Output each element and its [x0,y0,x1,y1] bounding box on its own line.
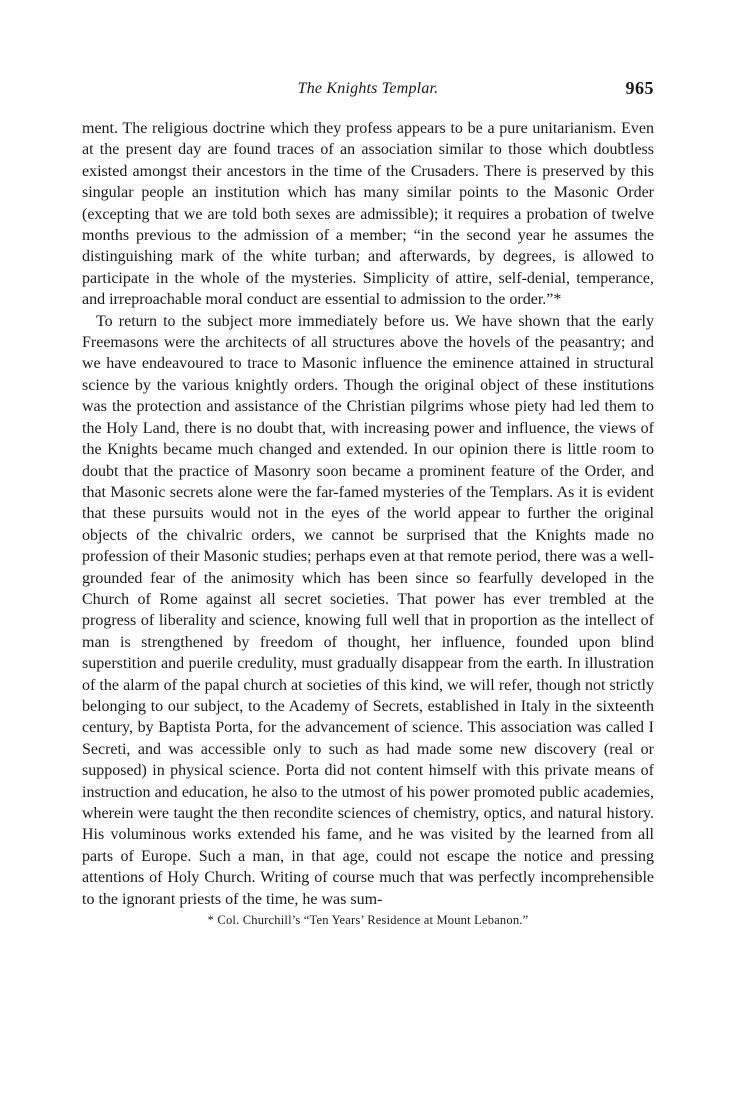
book-page [82,80,654,928]
body-text [82,118,654,910]
footnote: * Col. Churchill’s “Ten Years’ Residence at Mount Lebanon.” [207,913,529,928]
running-head [82,80,654,106]
page-number: 965 [625,78,654,98]
paragraph: To return to the subject more immediately before us. We have shown that the early Freemasons were the architects of all structures above the hovels of the peasantry; and we have endeavoured to trace to Masonic influence the eminence attained in structural science by the various knightly orders. Though the original object of these institutions was the protection and assistance of the Christian pilgrims whose piety had led them to the Holy Land, there is no doubt that, with increasing power and influence, the views of the Knights became much changed and extended. In our opinion there is little room to doubt that the practice of Masonry soon became a prominent feature of the Order, and that Masonic secrets alone were the far-famed mysteries of the Templars. As it is evident that these pursuits would not in the eyes of the world appear to further the original objects of the chivalric orders, we cannot be surprised that the Knights made no profession of their Masonic studies; perhaps even at that remote period, there was a well-grounded fear of the animosity which has been since so fearfully developed in the Church of Rome against all secret societies. That power has ever trembled at the progress of liberality and science, knowing full well that in proportion as the intellect of man is strengthened by freedom of thought, her influence, founded upon blind superstition and puerile credulity, must gradually disappear from the earth. In illustration of the alarm of the papal church at societies of this kind, we will refer, though not strictly belonging to our subject, to the Academy of Secrets, established in Italy in the sixteenth century, by Baptista Porta, for the advancement of science. This association was called I Secreti, and was accessible only to such as had made some new discovery (real or supposed) in physical science. Porta did not content himself with this private means of instruction and education, he also to the utmost of his power promoted public academies, wherein were taught the then recondite sciences of chemistry, optics, and natural history. His voluminous works extended his fame, and he was visited by the learned from all parts of Europe. Such a man, in that age, could not escape the notice and pressing attentions of Holy Church. Writing of course much that was perfectly incomprehensible to the ignorant priests of the time, he was sum- [82,312,654,908]
paragraph-continuation: ment. The religious doctrine which they profess appears to be a pure unitarianism. Even at the present day are found traces of an association similar to those which doubtless existed amongst their ancestors in the time of the Crusaders. There is preserved by this singular people an institution which has many similar points to the Masonic Order (excepting that we are told both sexes are admissible); it requires a probation of twelve months previous to the admission of a member; “in the second year he assumes the distinguishing mark of the white turban; and afterwards, by degrees, is allowed to participate in the whole of the mysteries. Simplicity of attire, self-denial, temperance, and irreproachable moral conduct are essential to admission to the order.”* [82,120,654,309]
running-title: The Knights Templar. [297,80,439,97]
